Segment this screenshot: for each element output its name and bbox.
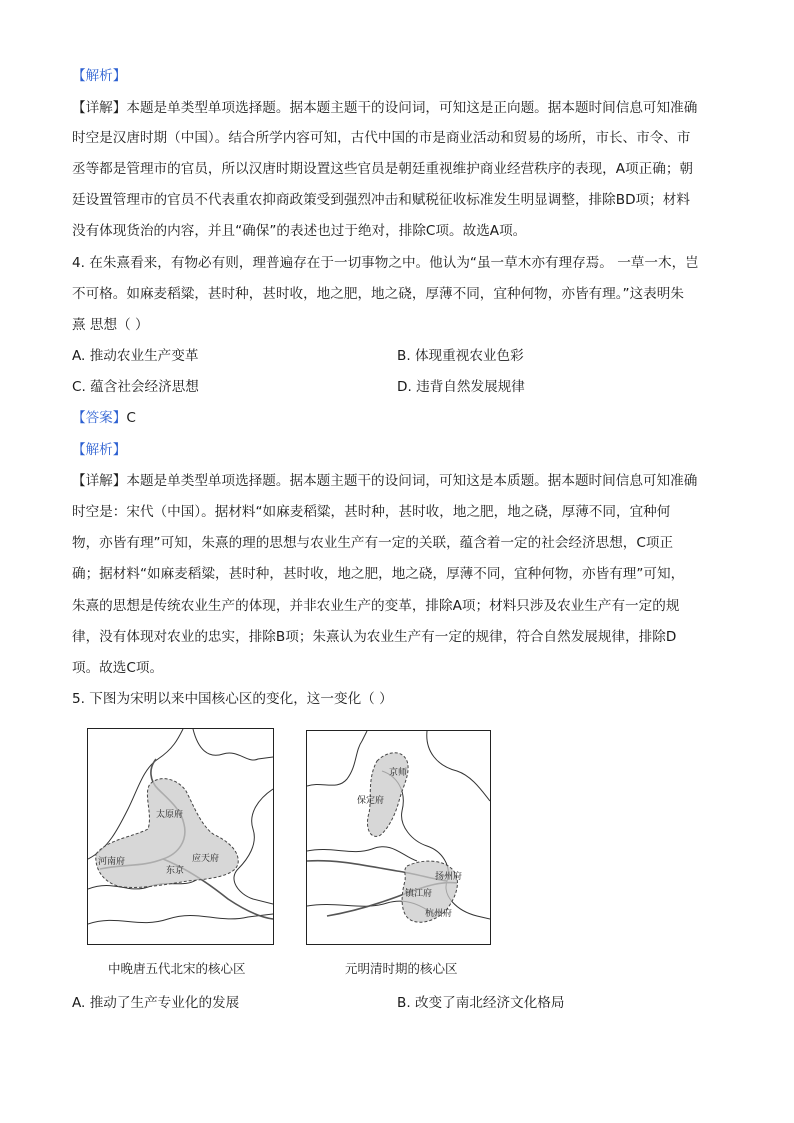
explanation-line: 朱熹的思想是传统农业生产的体现，并非农业生产的变革，排除A项；材料只涉及农业生产有一定的规	[72, 598, 680, 614]
map-yuan-ming-qing-core	[306, 730, 491, 945]
map2-label-yangzhou: 扬州府	[435, 872, 463, 882]
map2-label-hangzhou: 杭州府	[425, 909, 453, 919]
explanation-line: 【详解】本题是单类型单项选择题。据本题主题干的设问词，可知这是本质题。据本题时间信息可知准确	[72, 473, 698, 489]
explanation-line: 【详解】本题是单类型单项选择题。据本题主题干的设问词，可知这是正向题。据本题时间信息可知准确	[72, 100, 698, 116]
question-4-stem-line: 不可格。如麻麦稻粱，甚时种，甚时收，地之肥，地之硗，厚薄不同，宜种何物，亦皆有理。”这表明朱	[72, 286, 684, 302]
explanation-line: 物，亦皆有理”可知，朱熹的理的思想与农业生产有一定的关联，蕴含着一定的社会经济思想，C项正	[72, 535, 674, 551]
map2-label-jingshi: 京师	[389, 768, 408, 778]
option-b: B. 改变了南北经济文化格局	[397, 995, 565, 1011]
map1-label-yingtian: 应天府	[192, 854, 220, 864]
map1-label-henan: 河南府	[98, 857, 126, 867]
explanation-line: 廷设置管理市的官员不代表重农抑商政策受到强烈冲击和赋税征收标准发生明显调整，排除BD项；材料	[72, 192, 690, 208]
question-4-stem-line: 4. 在朱熹看来，有物必有则，理普遍存在于一切事物之中。他认为“虽一草木亦有理存焉。 一草一木，岂	[72, 255, 699, 271]
explanation-line: 时空是：宋代（中国）。据材料“如麻麦稻粱，甚时种，甚时收，地之肥，地之硗，厚薄不同，宜种何	[72, 504, 671, 520]
map-yuan-ming-qing-drawing	[307, 731, 490, 944]
answer-row	[72, 408, 136, 428]
explanation-line: 没有体现货治的内容，并且“确保”的表述也过于绝对，排除C项。故选A项。	[72, 223, 527, 239]
map1-label-dongjing: 东京	[166, 866, 185, 876]
option-a: A. 推动了生产专业化的发展	[72, 995, 240, 1011]
map2-caption: 元明清时期的核心区	[345, 961, 458, 976]
explanation-line: 项。故选C项。	[72, 660, 164, 676]
option-c: C. 蕴含社会经济思想	[72, 379, 199, 395]
map2-label-zhenjiang: 镇江府	[405, 889, 433, 899]
option-a: A. 推动农业生产变革	[72, 348, 199, 364]
map1-caption: 中晚唐五代北宋的核心区	[108, 961, 246, 976]
option-b: B. 体现重视农业色彩	[397, 348, 524, 364]
explanation-line: 确；据材料“如麻麦稻粱，甚时种，甚时收，地之肥，地之硗，厚薄不同，宜种何物，亦皆有理”可知，	[72, 566, 685, 582]
map-tang-song-drawing	[88, 729, 273, 944]
analysis-label: 【解析】	[72, 442, 127, 458]
map-tang-song-core	[87, 728, 274, 945]
explanation-line: 丞等都是管理市的官员，所以汉唐时期设置这些官员是朝廷重视维护商业经营秩序的表现，A项正确；朝	[72, 161, 694, 177]
answer-value: C	[126, 410, 136, 426]
question-5-stem: 5. 下图为宋明以来中国核心区的变化，这一变化（ ）	[72, 691, 393, 707]
answer-label: 【答案】	[72, 410, 127, 426]
question-4-stem-line: 熹 思想（ ）	[72, 317, 149, 333]
map2-label-baoding: 保定府	[357, 796, 385, 806]
explanation-line: 时空是汉唐时期（中国）。结合所学内容可知，古代中国的市是商业活动和贸易的场所，市长、市令、市	[72, 130, 691, 146]
explanation-line: 律，没有体现对农业的忠实，排除B项；朱熹认为农业生产有一定的规律，符合自然发展规律，排除D	[72, 629, 677, 645]
option-d: D. 违背自然发展规律	[397, 379, 525, 395]
analysis-label: 【解析】	[72, 68, 127, 84]
map1-label-taiyuan: 太原府	[156, 810, 184, 820]
